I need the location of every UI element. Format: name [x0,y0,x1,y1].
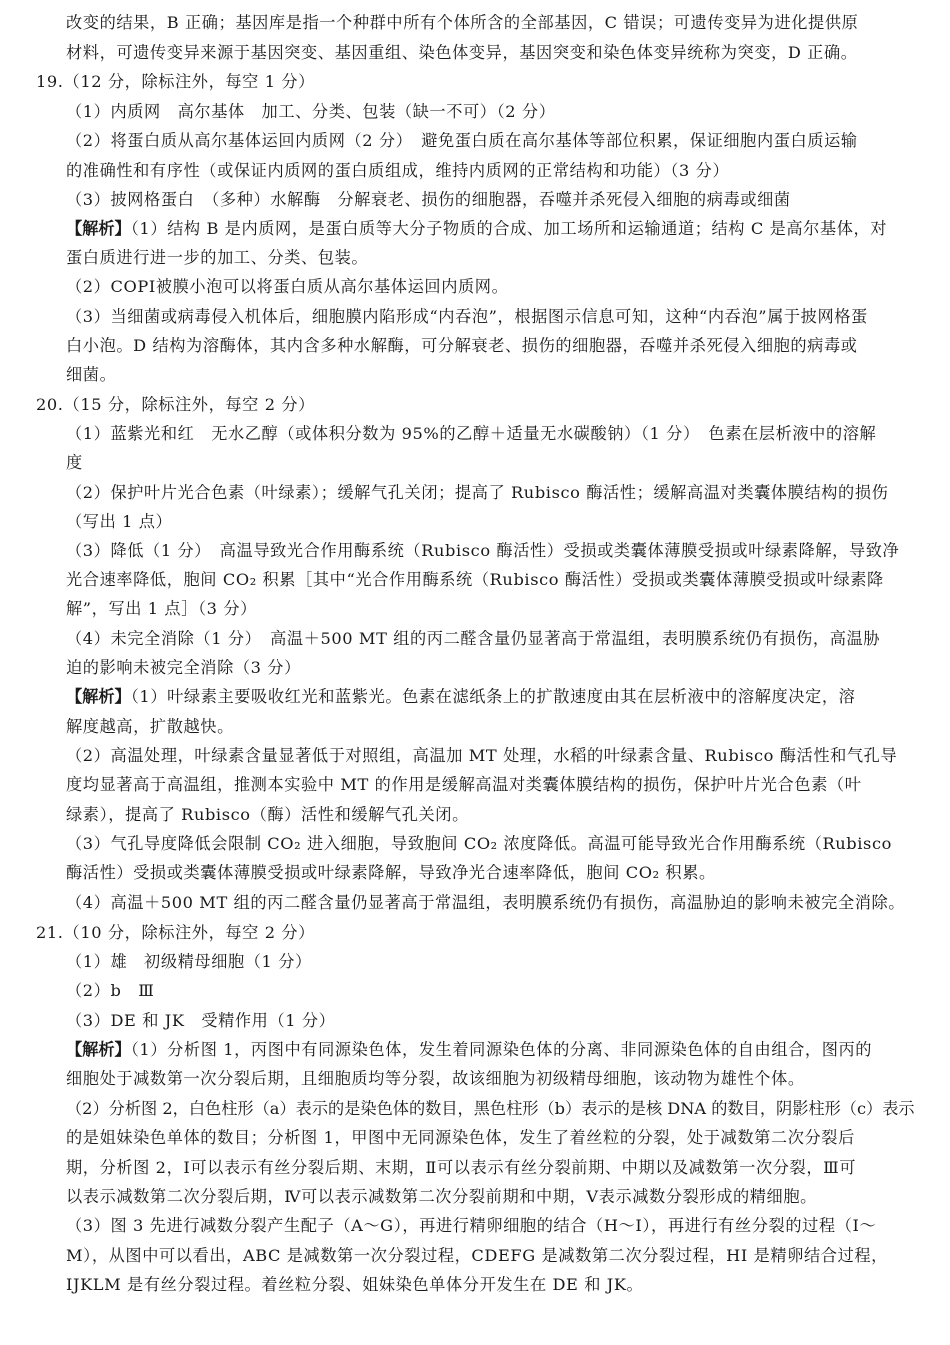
text-line: （3）降低（1 分） 高温导致光合作用酶系统（Rubisco 酶活性）受损或类囊体薄膜受损或叶绿素降解，导致净 [66,541,900,560]
text-line: （1）内质网 高尔基体 加工、分类、包装（缺一不可）（2 分） [66,102,556,121]
text-line: 改变的结果，B 正确；基因库是指一个种群中所有个体所含的全部基因，C 错误；可遗传变异为进化提供原 [66,13,859,32]
text-line: （2）b Ⅲ [66,981,155,1000]
text-line: （4）高温＋500 MT 组的丙二醛含量仍显著高于常温组，表明膜系统仍有损伤，高温胁迫的影响未被完全消除。 [66,893,906,912]
text-line: （2）保护叶片光合色素（叶绿素）；缓解气孔关闭；提高了 Rubisco 酶活性；缓解高温对类囊体膜结构的损伤 [66,483,889,502]
text-line: （2）COPⅠ被膜小泡可以将蛋白质从高尔基体运回内质网。 [66,277,509,296]
analysis-text: （1）分析图 1，丙图中有同源染色体，发生着同源染色体的分离、非同源染色体的自由组合，图丙的 [130,1040,873,1059]
text-line: 材料，可遗传变异来源于基因突变、基因重组、染色体变异，基因突变和染色体变异统称为突变，D 正确。 [66,43,858,62]
text-line: （2）将蛋白质从高尔基体运回内质网（2 分） 避免蛋白质在高尔基体等部位积累，保证细胞内蛋白质运输 [66,131,858,150]
text-line: 细菌。 [66,365,117,384]
text-line: 蛋白质进行进一步的加工、分类、包装。 [66,248,369,267]
analysis-tag: 【解析】 [66,687,131,706]
analysis-tag: 【解析】 [66,219,131,238]
text-line: 解度越高，扩散越快。 [66,717,234,736]
text-line: 绿素），提高了 Rubisco（酶）活性和缓解气孔关闭。 [66,805,469,824]
text-line: 细胞处于减数第一次分裂后期，且细胞质均等分裂，故该细胞为初级精母细胞，该动物为雄性个体。 [66,1069,805,1088]
analysis-line [66,1039,872,1061]
text-line: （1）雄 初级精母细胞（1 分） [66,952,312,971]
text-line: 的准确性和有序性（或保证内质网的蛋白质组成，维持内质网的正常结构和功能）（3 分） [66,161,730,180]
analysis-text: （1）结构 B 是内质网，是蛋白质等大分子物质的合成、加工场所和运输通道；结构 C 是高尔基体，对 [130,219,888,238]
question-19-header: 19.（12 分，除标注外，每空 1 分） [36,72,315,91]
analysis-text: （1）叶绿素主要吸收红光和蓝紫光。色素在滤纸条上的扩散速度由其在层析液中的溶解度决定，溶 [130,687,856,706]
text-line: （4）未完全消除（1 分） 高温＋500 MT 组的丙二醛含量仍显著高于常温组，表明膜系统仍有损伤，高温胁 [66,629,881,648]
text-line: （写出 1 点） [66,512,173,531]
analysis-line [66,218,887,240]
text-line: 度 [66,453,83,472]
text-line: 白小泡。D 结构为溶酶体，其内含多种水解酶，可分解衰老、损伤的细胞器，吞噬并杀死侵入细胞的病毒或 [66,336,858,355]
analysis-line [66,686,855,708]
text-line: 度均显著高于高温组，推测本实验中 MT 的作用是缓解高温对类囊体膜结构的损伤，保护叶片光合色素（叶 [66,775,862,794]
text-line: （1）蓝紫光和红 无水乙醇（或体积分数为 95%的乙醇＋适量无水碳酸钠）（1 分） 色素在层析液中的溶解 [66,424,877,443]
text-line: M），从图中可以看出，ABC 是减数第一次分裂过程，CDEFG 是减数第二次分裂过程，HI 是精卵结合过程， [66,1246,888,1265]
text-line: （2）高温处理，叶绿素含量显著低于对照组，高温加 MT 处理，水稻的叶绿素含量、Rubisco 酶活性和气孔导 [66,746,898,765]
text-line: 以表示减数第二次分裂后期，Ⅳ可以表示减数第二次分裂前期和中期，Ⅴ表示减数分裂形成的精细胞。 [66,1187,817,1206]
text-line: （2）分析图 2，白色柱形（a）表示的是染色体的数目，黑色柱形（b）表示的是核 DNA 的数目，阴影柱形（c）表示 [66,1099,915,1118]
analysis-tag: 【解析】 [66,1040,131,1059]
text-line: IJKLM 是有丝分裂过程。着丝粒分裂、姐妹染色单体分开发生在 DE 和 JK。 [66,1275,644,1294]
text-line: （3）图 3 先进行减数分裂产生配子（A～G），再进行精卵细胞的结合（H～I），再进行有丝分裂的过程（I～ [66,1216,877,1235]
text-line: （3）当细菌或病毒侵入机体后，细胞膜内陷形成“内吞泡”，根据图示信息可知，这种“内吞泡”属于披网格蛋 [66,307,868,326]
text-line: 解”，写出 1 点］（3 分） [66,599,257,618]
question-20-header: 20.（15 分，除标注外，每空 2 分） [36,395,315,414]
text-line: （3）披网格蛋白 （多种）水解酶 分解衰老、损伤的细胞器，吞噬并杀死侵入细胞的病毒或细菌 [66,190,791,209]
text-line: 期，分析图 2，Ⅰ可以表示有丝分裂后期、末期，Ⅱ可以表示有丝分裂前期、中期以及减数第一次分裂，Ⅲ可 [66,1158,857,1177]
text-line: 酶活性）受损或类囊体薄膜受损或叶绿素降解，导致净光合速率降低，胞间 CO₂ 积累。 [66,863,716,882]
text-line: 迫的影响未被完全消除（3 分） [66,658,301,677]
text-line: （3）气孔导度降低会限制 CO₂ 进入细胞，导致胞间 CO₂ 浓度降低。高温可能导致光合作用酶系统（Rubisco [66,834,892,853]
text-line: 光合速率降低，胞间 CO₂ 积累［其中“光合作用酶系统（Rubisco 酶活性）受损或类囊体薄膜受损或叶绿素降 [66,570,884,589]
text-line: 的是姐妹染色单体的数目；分析图 1，甲图中无同源染色体，发生了着丝粒的分裂，处于减数第二次分裂后 [66,1128,855,1147]
text-line: （3）DE 和 JK 受精作用（1 分） [66,1011,336,1030]
question-21-header: 21.（10 分，除标注外，每空 2 分） [36,923,315,942]
